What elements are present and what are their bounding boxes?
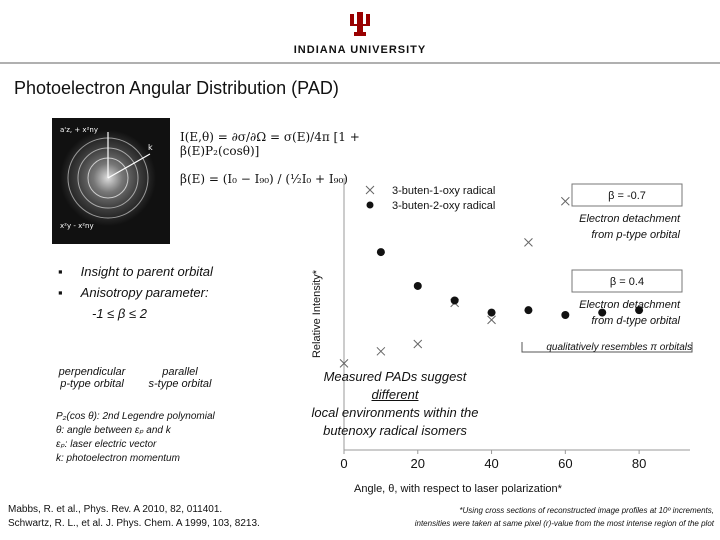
y-axis-label: Relative Intensity* [311,269,323,359]
data-point-dot [488,309,496,317]
data-point-dot [524,306,532,314]
x-tick-label: 0 [340,456,348,471]
annotation-pi: qualitatively resembles π orbitals [546,342,692,353]
equation-beta: β(E) = (I₀ − I₉₀) / (½I₀ + I₉₀) [180,172,348,186]
annotation-beta-1: β = -0.7 [608,190,646,202]
legend-marker-dot [367,202,374,209]
data-point-dot [414,282,422,290]
perpendicular-label: perpendicular p-type orbital [58,366,126,390]
data-point-x [488,316,496,324]
equation-intensity: I(E,θ) = ∂σ/∂Ω = σ(E)/4π [1 + β(E)P₂(cosθ)] [180,130,360,158]
data-point-dot [561,311,569,319]
university-name: INDIANA UNIVERSITY [293,44,427,56]
data-point-x [377,347,385,355]
slide-title: Photoelectron Angular Distribution (PAD) [14,78,339,98]
measured-note: Measured PADs suggest different local environments within the butenoxy radical isomers [311,369,479,438]
references: Mabbs, R. et al., Phys. Rev. A 2010, 82, 011401. Schwartz, R. L., et al. J. Phys. Chem. A 1999, 103, 8213. [8,504,260,529]
parallel-label: parallel s-type orbital [148,366,212,390]
annotation-d-type: Electron detachment [579,299,680,311]
definitions: P₂(cos θ): 2nd Legendre polynomial θ: angle between εₚ and k εₚ: laser electric vector k: photoelectron momentum [56,411,215,464]
annotation-p-type: Electron detachment [579,213,680,225]
footnote: *Using cross sections of reconstructed image profiles at 10º increments, intensities were taken at same pixel (r)-value from the most intense region of the plot [414,506,714,528]
data-point-dot [451,296,459,304]
data-point-x [561,197,569,205]
svg-text:k: k [148,143,153,152]
x-tick-label: 80 [631,456,647,471]
bullet-item: ▪ Insight to parent orbital [58,264,213,279]
annotation-p-type-2: from p-type orbital [591,229,680,241]
data-point-x [414,340,422,348]
pad-chart [300,168,710,498]
legend-marker-x [366,186,374,194]
header-divider [0,62,720,64]
bullet-item: ▪ Anisotropy parameter: [58,285,209,300]
x-axis-label: Angle, θ, with respect to laser polarization* [354,483,562,495]
legend-label: 3-buten-2-oxy radical [392,200,496,212]
annotation-d-type-2: from d-type orbital [591,315,680,327]
data-point-x [524,238,532,246]
trident-logo-icon [346,10,374,38]
x-tick-label: 20 [410,456,426,471]
image-label-3: x²y - x²ny [60,222,94,230]
x-tick-label: 60 [558,456,573,471]
beta-range: -1 ≤ β ≤ 2 [92,306,147,321]
legend-label: 3-buten-1-oxy radical [392,185,496,197]
data-point-dot [377,248,385,256]
x-tick-label: 40 [484,456,499,471]
annotation-beta-2: β = 0.4 [609,276,645,288]
photoelectron-image [52,118,170,244]
image-label-1: a'z, + x²ny [60,126,98,134]
bullet-list [58,264,213,327]
